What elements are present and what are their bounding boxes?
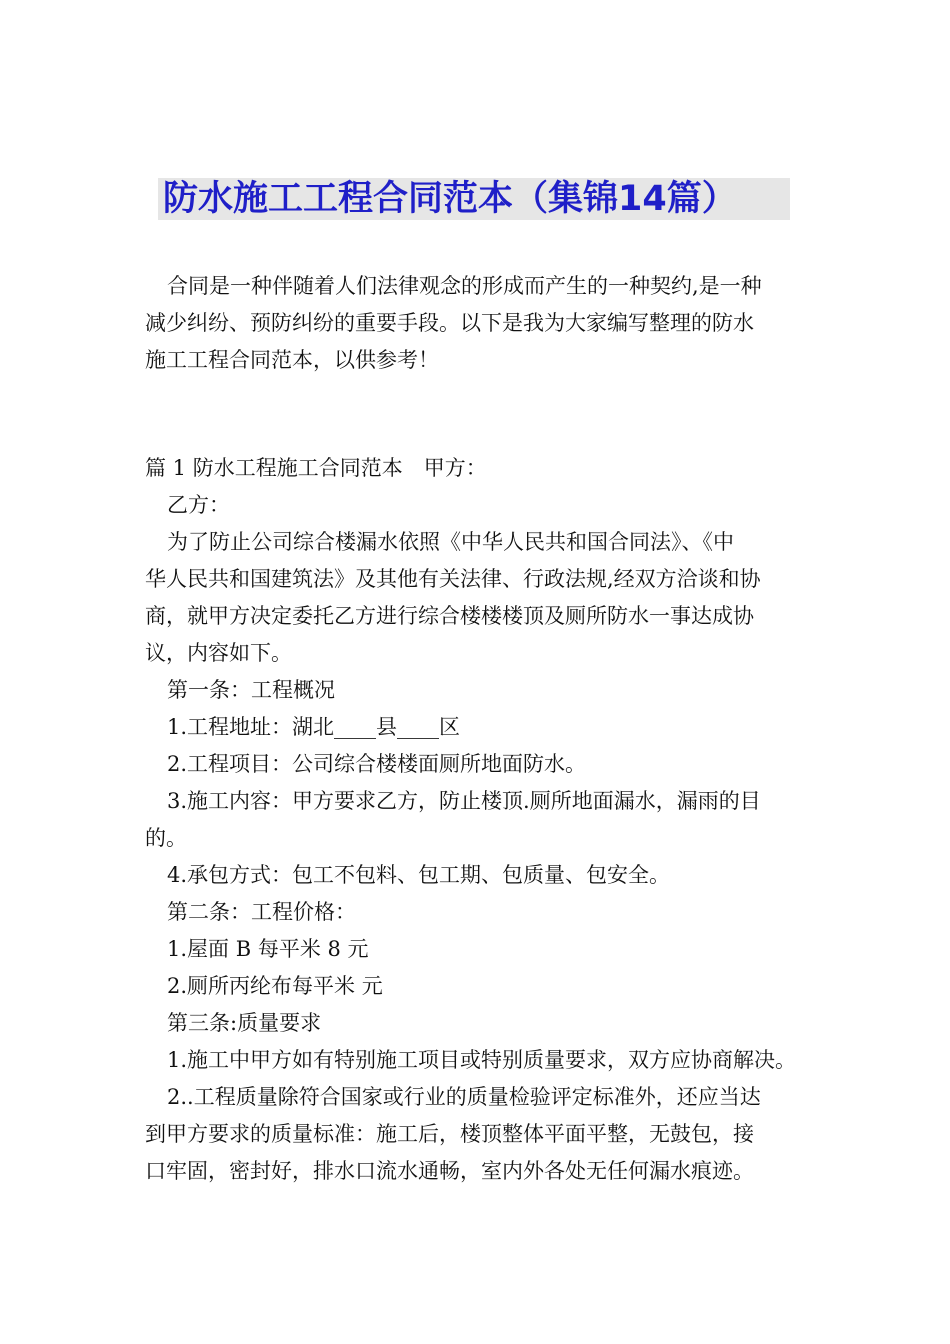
intro-paragraph bbox=[145, 268, 810, 379]
body-line: 商，就甲方决定委托乙方进行综合楼楼楼顶及厕所防水一事达成协 bbox=[145, 604, 754, 628]
body-line: 到甲方要求的质量标准：施工后，楼顶整体平面平整，无鼓包，接 bbox=[145, 1122, 754, 1146]
body-line: 第三条:质量要求 bbox=[167, 1011, 322, 1035]
body-line: 1.施工中甲方如有特别施工项目或特别质量要求，双方应协商解决。 bbox=[167, 1048, 797, 1072]
body-line: 口牢固，密封好，排水口流水通畅，室内外各处无任何漏水痕迹。 bbox=[145, 1159, 754, 1183]
body-line: 华人民共和国建筑法》及其他有关法律、行政法规,经双方洽谈和协 bbox=[145, 567, 761, 591]
body-line: 3.施工内容：甲方要求乙方，防止楼顶.厕所地面漏水，漏雨的目 bbox=[167, 789, 761, 813]
body-line: 4.承包方式：包工不包料、包工期、包质量、包安全。 bbox=[167, 863, 671, 887]
body-line: 1.工程地址：湖北____县____区 bbox=[167, 715, 461, 739]
body-line: 2..工程质量除符合国家或行业的质量检验评定标准外，还应当达 bbox=[167, 1085, 761, 1109]
body-line: 乙方： bbox=[167, 493, 230, 517]
body-line: 的。 bbox=[145, 826, 187, 850]
contract-body bbox=[145, 487, 810, 1190]
body-line: 议，内容如下。 bbox=[145, 641, 292, 665]
section-heading-line: 篇 1 防水工程施工合同范本 甲方： bbox=[145, 456, 487, 480]
section-heading bbox=[145, 450, 810, 487]
document-title: 防水施工工程合同范本（集锦14篇） bbox=[163, 179, 737, 219]
body-line: 2.厕所丙纶布每平米 元 bbox=[167, 974, 383, 998]
body-line: 为了防止公司综合楼漏水依照《中华人民共和国合同法》、《中 bbox=[167, 530, 734, 554]
body-line: 第一条：工程概况 bbox=[167, 678, 335, 702]
body-line: 2.工程项目：公司综合楼楼面厕所地面防水。 bbox=[167, 752, 587, 776]
intro-line: 施工工程合同范本，以供参考！ bbox=[145, 348, 439, 372]
body-line: 第二条：工程价格： bbox=[167, 900, 356, 924]
body-line: 1.屋面 B 每平米 8 元 bbox=[167, 937, 369, 961]
intro-line: 减少纠纷、预防纠纷的重要手段。以下是我为大家编写整理的防水 bbox=[145, 311, 754, 335]
intro-line: 合同是一种伴随着人们法律观念的形成而产生的一种契约,是一种 bbox=[167, 274, 762, 298]
